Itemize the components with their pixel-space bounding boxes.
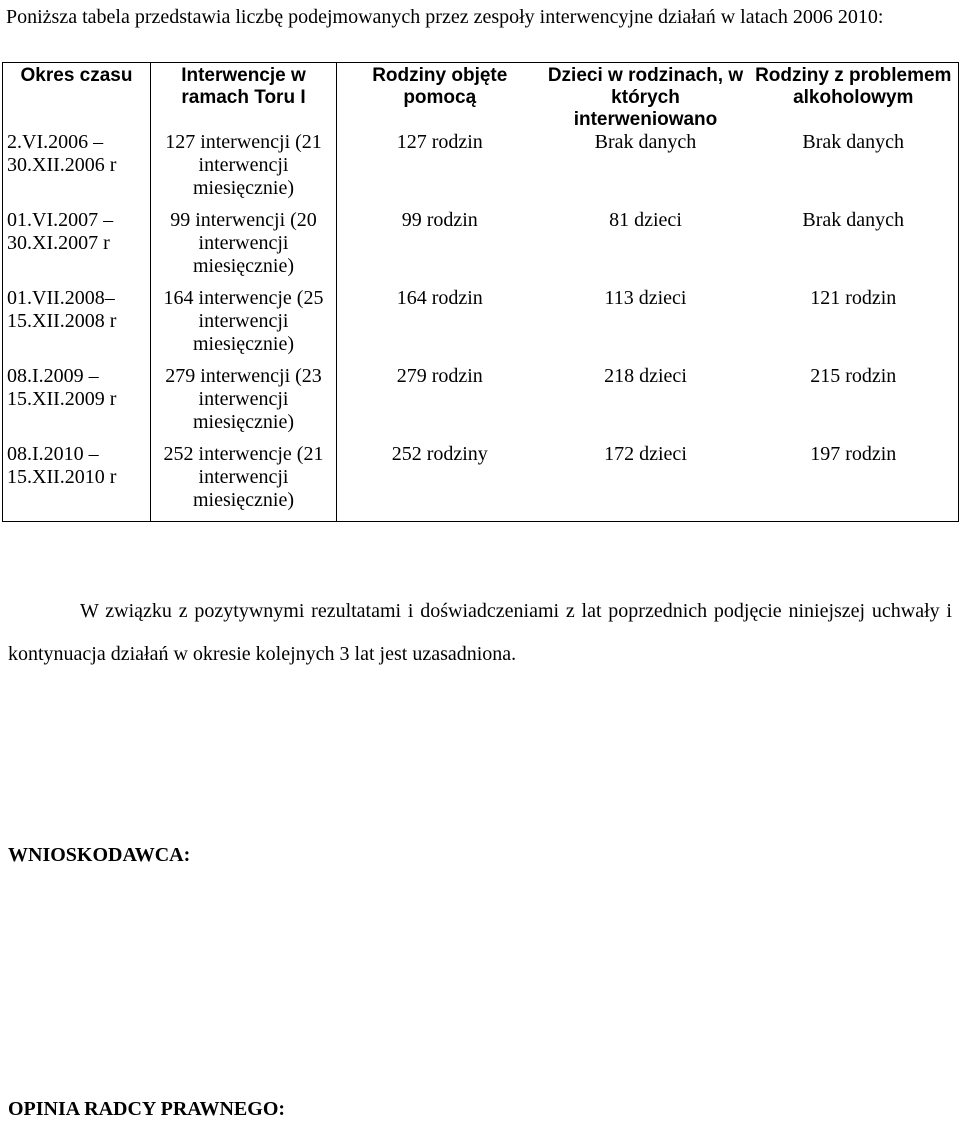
cell-families: 127 rodzin [396, 131, 483, 153]
header-alcohol: Rodziny z problemem alkoholowym [755, 65, 952, 108]
cell-families: 99 rodzin [401, 209, 478, 231]
cell-period: 01.VII.2008– 15.XII.2008 r [7, 287, 117, 332]
cell-families: 279 rodzin [396, 365, 483, 387]
header-children: Dzieci w rodzinach, w których interweniowano [547, 65, 744, 130]
table-row [3, 443, 959, 522]
header-families: Rodziny objęte pomocą [372, 65, 508, 108]
cell-families: 252 rodziny [391, 443, 488, 465]
cell-period: 08.I.2010 – 15.XII.2010 r [7, 443, 117, 488]
cell-children: 113 dzieci [604, 287, 687, 309]
table-row [3, 287, 959, 365]
interventions-table [2, 62, 959, 522]
cell-period: 2.VI.2006 – 30.XII.2006 r [7, 131, 117, 176]
cell-alcohol: 215 rodzin [810, 365, 897, 387]
cell-alcohol: 197 rodzin [810, 443, 897, 465]
header-period: Okres czasu [20, 65, 133, 86]
cell-interventions: 279 interwencji (23 interwencji miesięcznie) [151, 365, 337, 443]
table-header-row [3, 63, 959, 132]
cell-period: 08.I.2009 – 15.XII.2009 r [7, 365, 117, 410]
cell-children: 81 dzieci [609, 209, 682, 231]
cell-interventions: 164 interwencje (25 interwencji miesięcznie) [151, 287, 337, 365]
cell-children: Brak danych [594, 131, 697, 153]
justification-paragraph: W związku z pozytywnymi rezultatami i doświadczeniami z lat poprzednich podjęcie niniejszej uchwały i kontynuacja działań w okresie kolejnych 3 lat jest uzasadniona. [8, 600, 952, 665]
cell-interventions: 127 interwencji (21 interwencji miesięcznie) [151, 131, 337, 209]
intro-text: Poniższa tabela przedstawia liczbę podejmowanych przez zespoły interwencyjne działań w latach 2006 2010: [6, 6, 884, 28]
table-row [3, 131, 959, 209]
cell-period: 01.VI.2007 – 30.XI.2007 r [7, 209, 114, 254]
table-row [3, 365, 959, 443]
cell-interventions: 99 interwencji (20 interwencji miesięcznie) [151, 209, 337, 287]
header-interventions: Interwencje w ramach Toru I [151, 63, 337, 132]
cell-children: 218 dzieci [604, 365, 687, 387]
legal-opinion-label: OPINIA RADCY PRAWNEGO: [8, 1098, 286, 1120]
cell-interventions: 252 interwencje (21 interwencji miesięcznie) [151, 443, 337, 522]
cell-children: 172 dzieci [604, 443, 687, 465]
applicant-label: WNIOSKODAWCA: [8, 844, 191, 866]
table-row [3, 209, 959, 287]
cell-alcohol: Brak danych [802, 209, 905, 231]
cell-alcohol: Brak danych [802, 131, 905, 153]
cell-families: 164 rodzin [396, 287, 483, 309]
cell-alcohol: 121 rodzin [810, 287, 897, 309]
